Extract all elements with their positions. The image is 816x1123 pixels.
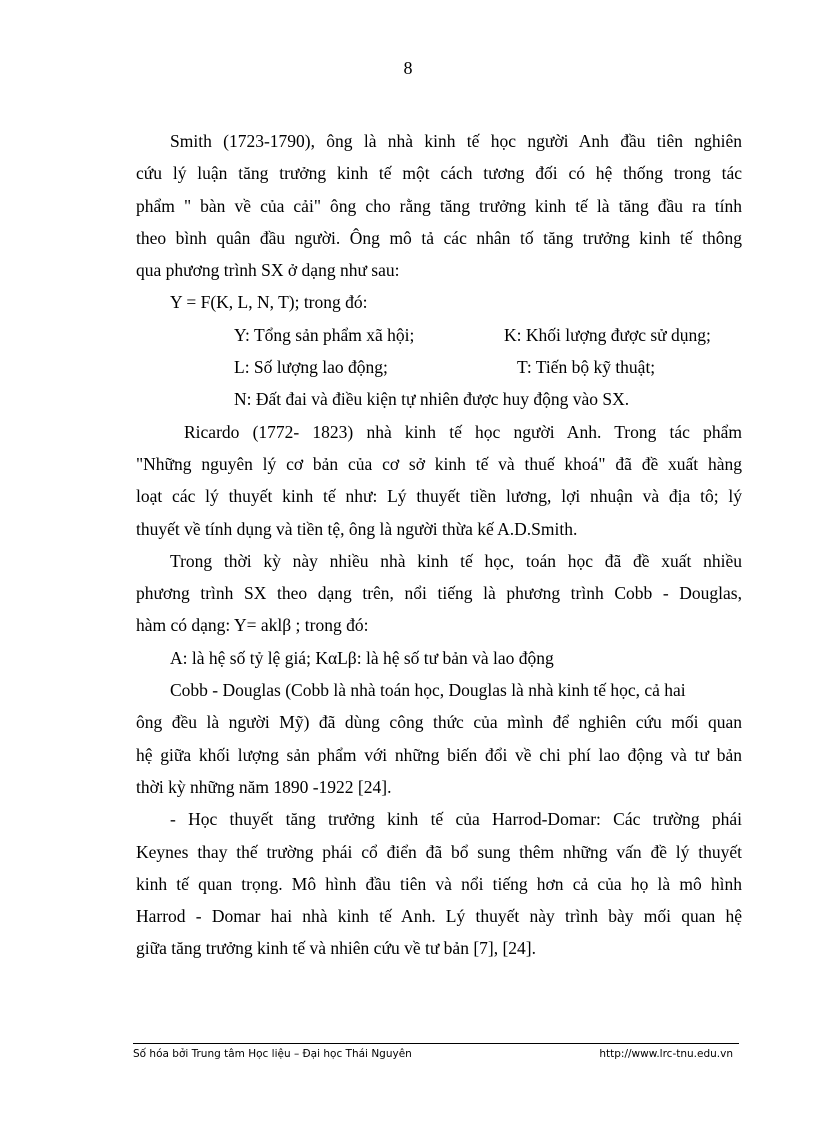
text-line: hàm có dạng: Y= aklβ ; trong đó: xyxy=(136,615,369,636)
definition-n: N: Đất đai và điều kiện tự nhiên được huy động vào SX. xyxy=(234,389,630,410)
text-line: - Học thuyết tăng trưởng kinh tế của Harrod-Domar: Các trường phái xyxy=(170,809,742,830)
text-line: thời kỳ những năm 1890 -1922 [24]. xyxy=(136,776,392,797)
text-line: theo bình quân đầu người. Ông mô tả các nhân tố tăng trưởng kinh tế thông xyxy=(136,227,742,248)
text-line: kinh tế quan trọng. Mô hình đầu tiên và nổi tiếng hơn cả của họ là mô hình xyxy=(136,873,742,894)
definition-t: T: Tiến bộ kỹ thuật; xyxy=(517,357,656,378)
page-number: 8 xyxy=(403,58,413,78)
text-line: phương trình SX theo dạng trên, nổi tiếng là phương trình Cobb - Douglas, xyxy=(136,583,742,604)
page-footer xyxy=(133,1048,733,1060)
text-line: Trong thời kỳ này nhiều nhà kinh tế học, toán học đã đề xuất nhiều xyxy=(170,550,742,571)
text-line: Keynes thay thế trường phái cổ điển đã bổ sung thêm những vấn đề lý thuyết xyxy=(136,841,742,862)
definition-k: K: Khối lượng được sử dụng; xyxy=(504,324,711,345)
text-line: Ricardo (1772- 1823) nhà kinh tế học người Anh. Trong tác phẩm xyxy=(184,421,742,442)
footer-url[interactable]: http://www.lrc-tnu.edu.vn xyxy=(599,1048,733,1060)
text-line: A: là hệ số tỷ lệ giá; KαLβ: là hệ số tư bản và lao động xyxy=(170,647,554,668)
definition-y: Y: Tổng sản phẩm xã hội; xyxy=(234,324,415,345)
text-line: qua phương trình SX ở dạng như sau: xyxy=(136,260,400,281)
text-line: Harrod - Domar hai nhà kinh tế Anh. Lý thuyết này trình bày mối quan hệ xyxy=(136,906,742,927)
footer-source: Số hóa bởi Trung tâm Học liệu – Đại học Thái Nguyên xyxy=(133,1048,412,1060)
text-line: loạt các lý thuyết kinh tế như: Lý thuyết tiền lương, lợi nhuận và địa tô; lý xyxy=(136,486,742,507)
definition-row xyxy=(234,319,742,351)
text-line: cứu lý luận tăng trưởng kinh tế một cách tương đối có hệ thống trong tác xyxy=(136,163,742,184)
definition-row xyxy=(234,351,742,383)
text-line: hệ giữa khối lượng sản phẩm với những biến đổi về chi phí lao động và tư bản xyxy=(136,744,742,765)
text-line: ông đều là người Mỹ) đã dùng công thức của mình để nghiên cứu mối quan xyxy=(136,712,742,733)
text-line: Smith (1723-1790), ông là nhà kinh tế học người Anh đầu tiên nghiên xyxy=(170,131,742,151)
text-line: phẩm " bàn về của cải" ông cho rằng tăng trưởng kinh tế là tăng đầu ra tính xyxy=(136,195,742,216)
text-line: "Những nguyên lý cơ bản của cơ sở kinh tế và thuế khoá" đã đề xuất hàng xyxy=(136,453,742,474)
formula-line: Y = F(K, L, N, T); trong đó: xyxy=(170,292,368,313)
text-line: Cobb - Douglas (Cobb là nhà toán học, Douglas là nhà kinh tế học, cả hai xyxy=(170,680,686,701)
text-line: giữa tăng trưởng kinh tế và nhiên cứu về tư bản [7], [24]. xyxy=(136,938,537,959)
text-line: thuyết về tính dụng và tiền tệ, ông là người thừa kế A.D.Smith. xyxy=(136,518,578,539)
definition-l: L: Số lượng lao động; xyxy=(234,357,388,378)
body-text xyxy=(136,125,742,965)
footer-divider xyxy=(133,1043,739,1044)
